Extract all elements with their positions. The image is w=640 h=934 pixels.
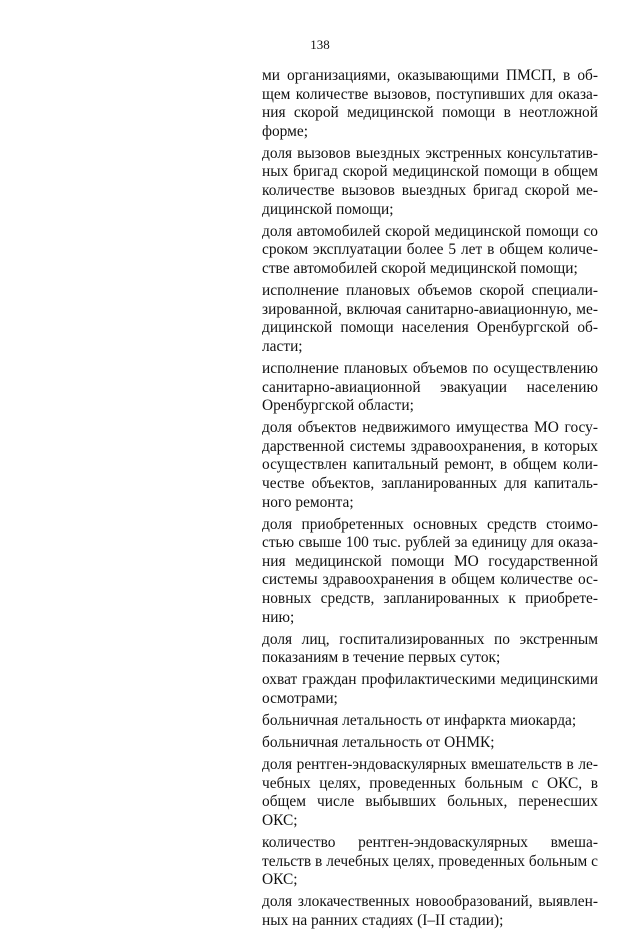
text-line: охват граждан профилактическими медицинскими [262, 671, 598, 689]
text-line: ми организациями, оказывающими ПМСП, в об- [262, 67, 598, 84]
text-line: ного ремонта; [262, 493, 354, 511]
text-line: дицинской помощи; [262, 200, 394, 218]
text-line: зированной, включая санитарно-авиационную, ме- [262, 300, 598, 318]
text-line: стью свыше 100 тыс. рублей за единицу для оказа- [262, 534, 598, 552]
text-line: щем количестве вызовов, поступивших для оказа- [262, 85, 598, 103]
text-line: показаниям в течение первых суток; [262, 649, 501, 667]
text-line: стве автомобилей скорой медицинской помощи; [262, 259, 578, 277]
text-line: ных на ранних стадиях (I–II стадии); [262, 912, 504, 930]
text-line: честве объектов, запланированных для капиталь- [262, 474, 598, 492]
list-item-paragraph [262, 834, 598, 890]
text-line: исполнение плановых объемов по осуществлению [262, 359, 598, 377]
text-line: общем числе выбывших больных, перенесших [262, 793, 598, 811]
list-item-paragraph [262, 223, 598, 279]
text-line: тельств в лечебных целях, проведенных больным с [262, 852, 598, 870]
text-line: больничная летальность от инфаркта миокарда; [262, 712, 577, 730]
page-number: 138 [310, 37, 330, 52]
list-item-paragraph [262, 360, 598, 416]
text-line: чебных целях, проведенных больным с ОКС, в [262, 774, 598, 792]
list-item-paragraph [262, 67, 598, 141]
text-line: исполнение плановых объемов скорой специали- [262, 282, 598, 300]
list-item-paragraph [262, 631, 598, 668]
text-line: форме; [262, 122, 308, 140]
text-line: ния скорой медицинской помощи в неотложной [262, 104, 598, 122]
text-line: больничная летальность от ОНМК; [262, 734, 495, 752]
list-item-paragraph [262, 671, 598, 708]
text-line: санитарно-авиационной эвакуации населению [262, 378, 598, 396]
text-line: ния медицинской помощи МО государственной [262, 552, 598, 570]
text-line: дицинской помощи населения Оренбургской об- [262, 319, 598, 337]
text-line: ласти; [262, 337, 303, 355]
list-item-paragraph [262, 756, 598, 830]
text-line: количестве вызовов выездных бригад скорой ме- [262, 182, 598, 200]
list-item-paragraph [262, 893, 598, 930]
text-line: доля приобретенных основных средств стоимо- [262, 515, 598, 533]
text-line: количество рентген-эндоваскулярных вмеша- [262, 834, 598, 852]
text-line: доля рентген-эндоваскулярных вмешательств в ле- [262, 756, 598, 774]
list-item-paragraph [262, 734, 598, 753]
text-line: доля автомобилей скорой медицинской помощи со [262, 222, 598, 240]
list-item-paragraph [262, 419, 598, 512]
text-line: ных бригад скорой медицинской помощи в общем [262, 163, 598, 181]
text-line: сроком эксплуатации более 5 лет в общем количе- [262, 241, 598, 259]
text-line: ОКС; [262, 812, 298, 830]
list-item-paragraph [262, 282, 598, 356]
text-line: Оренбургской области; [262, 397, 414, 415]
text-line: ОКС; [262, 871, 298, 889]
text-line: доля вызовов выездных экстренных консультатив- [262, 144, 598, 162]
text-line: доля злокачественных новообразований, выявлен- [262, 893, 598, 911]
text-line: дарственной системы здравоохранения, в которых [262, 437, 598, 455]
text-line: новных средств, запланированных к приобрете- [262, 590, 598, 608]
text-line: осуществлен капитальный ремонт, в общем коли- [262, 456, 598, 474]
list-item-paragraph [262, 145, 598, 219]
text-line: доля объектов недвижимого имущества МО госу- [262, 419, 598, 437]
text-line: доля лиц, госпитализированных по экстренным [262, 630, 598, 648]
document-body [262, 67, 598, 934]
text-line: осмотрами; [262, 690, 338, 707]
text-line: нию; [262, 608, 295, 626]
text-line: системы здравоохранения в общем количестве ос- [262, 571, 598, 589]
list-item-paragraph [262, 712, 598, 731]
list-item-paragraph [262, 516, 598, 628]
